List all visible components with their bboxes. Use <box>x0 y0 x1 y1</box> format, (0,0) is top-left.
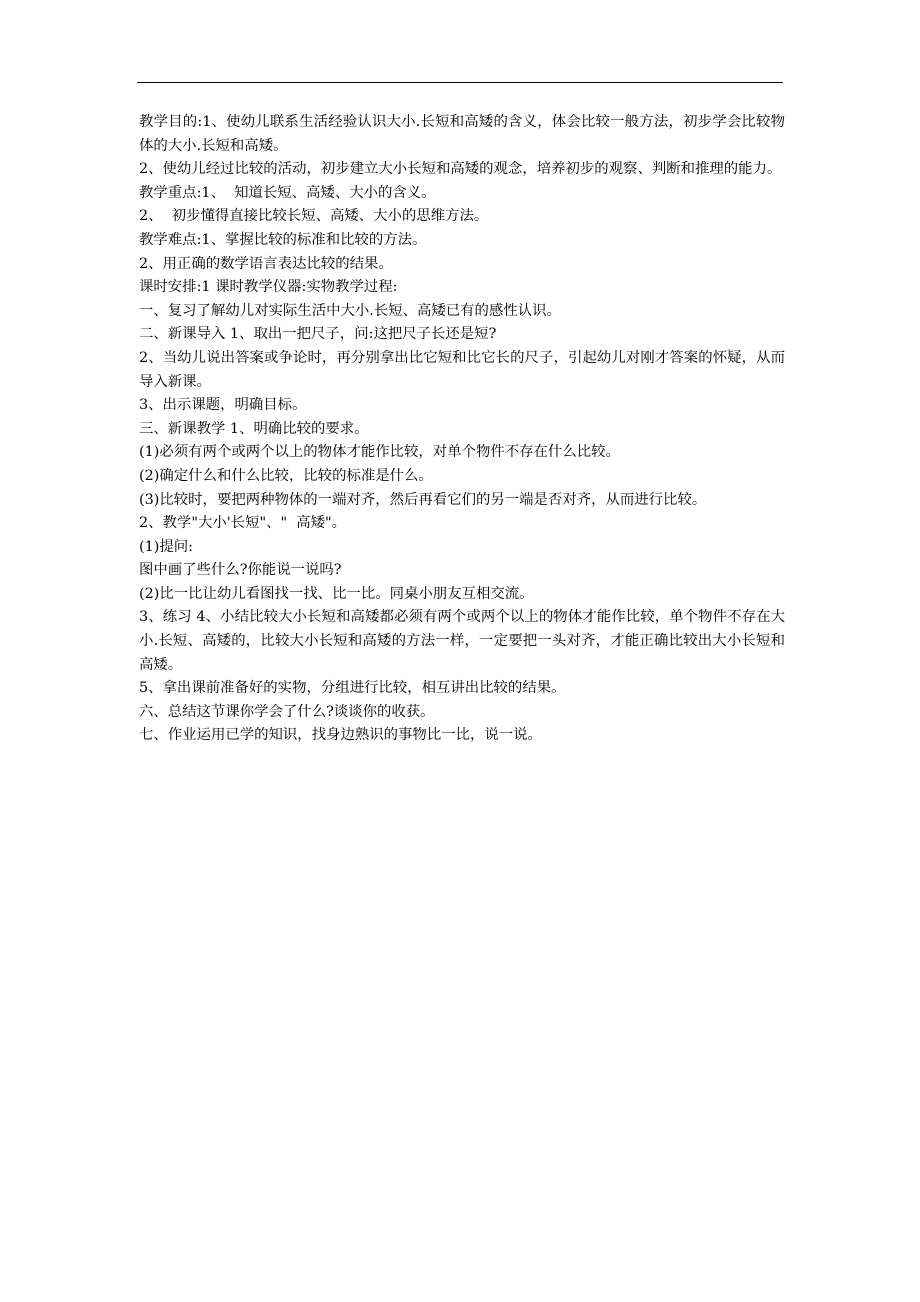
paragraph: 2、使幼儿经过比较的活动，初步建立大小长短和高矮的观念，培养初步的观察、判断和推理的能力。 <box>139 161 782 178</box>
paragraph: 2、用正确的数学语言表达比较的结果。 <box>139 255 393 272</box>
paragraph: 教学难点:1、掌握比较的标准和比较的方法。 <box>139 231 427 248</box>
paragraph: (1)提问: <box>139 538 194 555</box>
paragraph: (2)比一比让幼儿看图找一找、比一比。同桌小朋友互相交流。 <box>139 585 534 602</box>
paragraph: 2、当幼儿说出答案或争论时，再分别拿出比它短和比它长的尺子，引起幼儿对刚才答案的怀疑，从而导入新课。 <box>139 349 785 390</box>
paragraph: 六、总结这节课你学会了什么?谈谈你的收获。 <box>139 703 435 720</box>
paragraph: 2、教学"大小'长短"、" 高矮"。 <box>139 515 347 532</box>
document-body <box>139 111 785 748</box>
paragraph: 3、出示课题，明确目标。 <box>139 397 307 414</box>
paragraph: 教学重点:1、 知道长短、高矮、大小的含义。 <box>139 184 436 201</box>
paragraph: 3、练习 4、小结比较大小长短和高矮都必须有两个或两个以上的物体才能作比较，单个物件不存在大小.长短、高矮的，比较大小长短和高矮的方法一样，一定要把一头对齐，才能正确比较出大小长短和高矮。 <box>139 609 785 673</box>
paragraph: 三、新课教学 1、明确比较的要求。 <box>139 420 369 437</box>
paragraph: (1)必须有两个或两个以上的物体才能作比较，对单个物件不存在什么比较。 <box>139 444 620 461</box>
paragraph: 二、新课导入 1、取出一把尺子，问:这把尺子长还是短? <box>139 326 497 343</box>
paragraph: (2)确定什么和什么比较，比较的标准是什么。 <box>139 467 433 484</box>
paragraph: 七、作业运用已学的知识，找身边熟识的事物比一比，说一说。 <box>139 727 542 744</box>
paragraph: 课时安排:1 课时教学仪器:实物教学过程: <box>139 279 398 296</box>
paragraph: 图中画了些什么?你能说一说吗? <box>139 562 342 579</box>
header-rule <box>137 82 783 83</box>
paragraph: 2、 初步懂得直接比较长短、高矮、大小的思维方法。 <box>139 208 489 225</box>
paragraph: (3)比较时，要把两种物体的一端对齐，然后再看它们的另一端是否对齐，从而进行比较。 <box>139 491 707 508</box>
paragraph: 教学目的:1、使幼儿联系生活经验认识大小.长短和高矮的含义，体会比较一般方法，初步学会比较物体的大小.长短和高矮。 <box>139 114 785 154</box>
paragraph: 5、拿出课前准备好的实物，分组进行比较，相互讲出比较的结果。 <box>139 680 566 697</box>
paragraph: 一、复习了解幼儿对实际生活中大小.长短、高矮已有的感性认识。 <box>139 302 561 319</box>
